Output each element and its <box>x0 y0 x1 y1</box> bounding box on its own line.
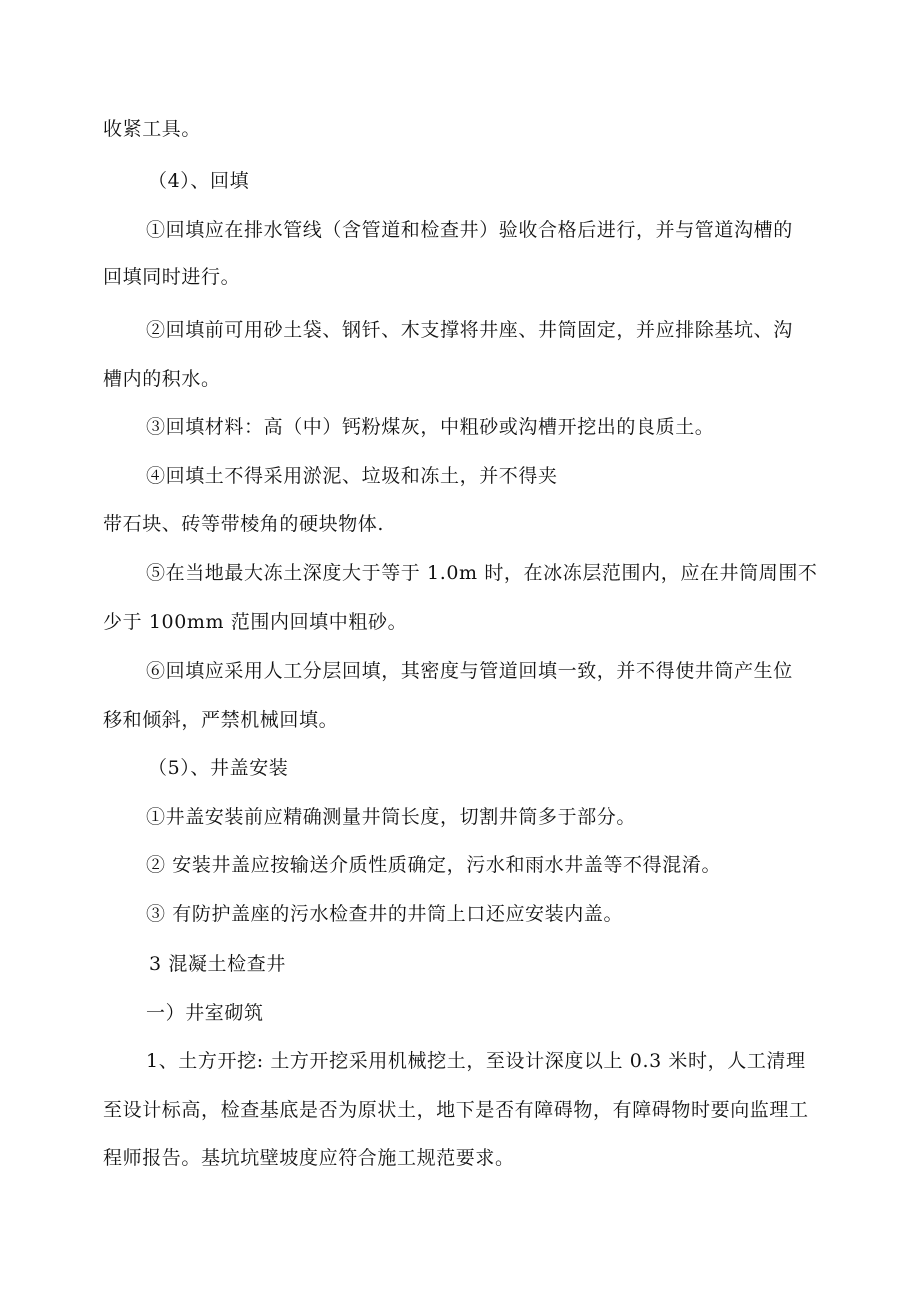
paragraph-line: 带石块、砖等带棱角的硬块物体. <box>103 513 385 535</box>
paragraph-line: ② 安装井盖应按输送介质性质确定，污水和雨水井盖等不得混淆。 <box>146 854 722 876</box>
section-heading-concrete-well: 3 混凝土检查井 <box>149 953 286 975</box>
paragraph-line: 槽内的积水。 <box>103 368 221 390</box>
paragraph-line: ③回填材料：高（中）钙粉煤灰，中粗砂或沟槽开挖出的良质土。 <box>146 416 715 438</box>
paragraph-line: ③ 有防护盖座的污水检查井的井筒上口还应安装内盖。 <box>146 903 624 925</box>
paragraph-line: 移和倾斜，严禁机械回填。 <box>103 709 339 731</box>
paragraph-line: 至设计标高，检查基底是否为原状土，地下是否有障碍物，有障碍物时要向监理工 <box>103 1099 809 1121</box>
section-heading-backfill: （4）、回填 <box>148 170 250 192</box>
paragraph-line: 少于 100mm 范围内回填中粗砂。 <box>103 611 408 633</box>
paragraph-line: 程师报告。基坑坑壁坡度应符合施工规范要求。 <box>103 1147 515 1169</box>
paragraph-line: ①井盖安装前应精确测量井筒长度，切割井筒多于部分。 <box>146 806 637 828</box>
paragraph-line: ⑥回填应采用人工分层回填，其密度与管道回填一致，并不得使井筒产生位 <box>146 660 793 682</box>
paragraph-line: ④回填土不得采用淤泥、垃圾和冻土，并不得夹 <box>146 465 558 487</box>
section-heading-cover-install: （5）、井盖安装 <box>148 757 289 779</box>
paragraph-line: 回填同时进行。 <box>103 266 241 288</box>
section-heading-chamber-masonry: 一）井室砌筑 <box>146 1002 264 1024</box>
paragraph-line: ②回填前可用砂土袋、钢钎、木支撑将井座、井筒固定，并应排除基坑、沟 <box>146 319 793 341</box>
paragraph-line: 收紧工具。 <box>103 118 202 140</box>
paragraph-line: 1、土方开挖: 土方开挖采用机械挖土，至设计深度以上 0.3 米时，人工清理 <box>146 1050 806 1072</box>
paragraph-line: ①回填应在排水管线（含管道和检查井）验收合格后进行，并与管道沟槽的 <box>146 219 793 241</box>
paragraph-line: ⑤在当地最大冻土深度大于等于 1.0m 时，在冰冻层范围内，应在井筒周围不 <box>146 562 818 584</box>
